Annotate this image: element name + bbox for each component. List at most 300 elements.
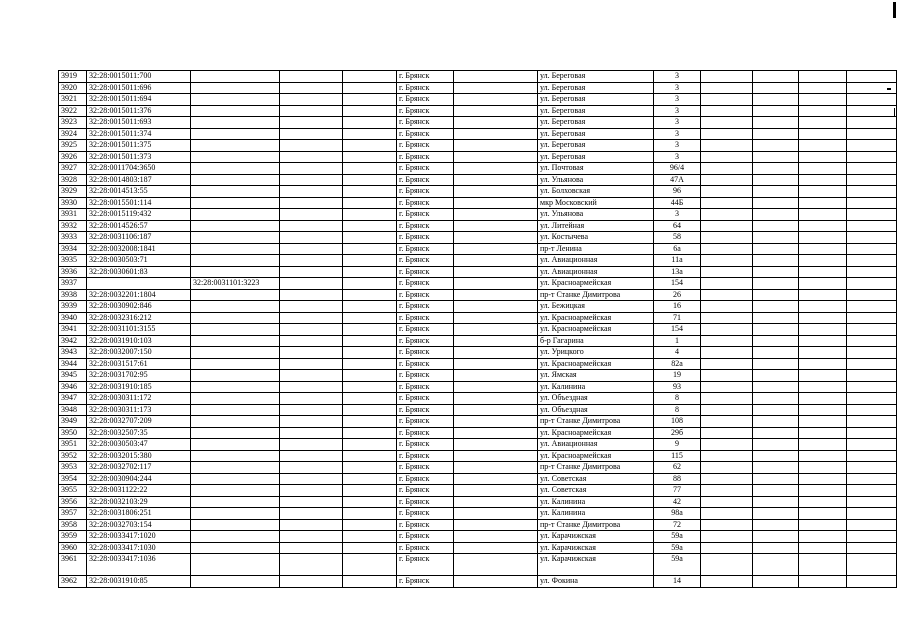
empty-cell: [343, 301, 397, 313]
empty-cell: [280, 324, 343, 336]
cadastral-number: 32:28:0030902:846: [87, 301, 191, 313]
street-cell: ул. Объездная: [538, 404, 654, 416]
empty-cell: [454, 335, 538, 347]
table-body: [59, 71, 897, 588]
street-cell: ул. Авиационная: [538, 439, 654, 451]
empty-cell: [454, 163, 538, 175]
house-number-cell: 93: [654, 381, 701, 393]
empty-cell: [280, 450, 343, 462]
house-number-cell: 64: [654, 220, 701, 232]
empty-cell: [343, 416, 397, 428]
empty-cell: [280, 151, 343, 163]
street-cell: ул. Красноармейская: [538, 358, 654, 370]
cadastral-number: [87, 278, 191, 290]
empty-cell: [753, 255, 799, 267]
empty-cell: [799, 542, 847, 554]
city-cell: г. Брянск: [397, 243, 454, 255]
empty-cell: [799, 427, 847, 439]
cadastral-number: 32:28:0014513:55: [87, 186, 191, 198]
empty-cell: [701, 531, 753, 543]
row-number: 3932: [59, 220, 87, 232]
empty-cell: [280, 197, 343, 209]
street-cell: ул. Береговая: [538, 82, 654, 94]
empty-cell: [701, 508, 753, 520]
empty-cell: [753, 301, 799, 313]
empty-cell: [343, 508, 397, 520]
house-number-cell: 59а: [654, 542, 701, 554]
empty-cell: [799, 174, 847, 186]
cadastral-number: 32:28:0032201:1804: [87, 289, 191, 301]
city-cell: г. Брянск: [397, 278, 454, 290]
empty-cell: [454, 404, 538, 416]
empty-cell: [753, 427, 799, 439]
empty-cell: [701, 576, 753, 588]
empty-cell: [343, 243, 397, 255]
empty-cell: [454, 519, 538, 531]
empty-cell: [701, 140, 753, 152]
street-cell: пр-т Станке Димитрова: [538, 416, 654, 428]
row-number: 3924: [59, 128, 87, 140]
house-number-cell: 82а: [654, 358, 701, 370]
cadastral-number: 32:28:0032702:117: [87, 462, 191, 474]
row-number: 3945: [59, 370, 87, 382]
cadastral-number: 32:28:0030601:83: [87, 266, 191, 278]
empty-cell: [343, 278, 397, 290]
empty-cell: [847, 151, 897, 163]
house-number-cell: 47А: [654, 174, 701, 186]
house-number-cell: 96/4: [654, 163, 701, 175]
empty-cell: [753, 462, 799, 474]
cadastral-number: 32:28:0032015:380: [87, 450, 191, 462]
empty-cell: [799, 82, 847, 94]
row-number: 3925: [59, 140, 87, 152]
empty-cell: [799, 117, 847, 129]
table-row: [59, 404, 897, 416]
street-cell: ул. Красноармейская: [538, 312, 654, 324]
row-number: 3922: [59, 105, 87, 117]
house-number-cell: 8: [654, 393, 701, 405]
row-number: 3919: [59, 71, 87, 83]
empty-cell: [343, 370, 397, 382]
empty-cell: [343, 128, 397, 140]
empty-cell: [799, 197, 847, 209]
empty-cell: [799, 393, 847, 405]
empty-cell: [753, 232, 799, 244]
empty-cell: [343, 531, 397, 543]
city-cell: г. Брянск: [397, 576, 454, 588]
empty-cell: [799, 347, 847, 359]
city-cell: г. Брянск: [397, 220, 454, 232]
row-number: 3961: [59, 554, 87, 576]
city-cell: г. Брянск: [397, 473, 454, 485]
cadastral-number: 32:28:0032707:209: [87, 416, 191, 428]
cadastral-number: 32:28:0033417:1036: [87, 554, 191, 576]
cadastral-number-alt: [191, 301, 280, 313]
row-number: 3953: [59, 462, 87, 474]
house-number-cell: 1: [654, 335, 701, 347]
empty-cell: [454, 128, 538, 140]
empty-cell: [701, 347, 753, 359]
empty-cell: [454, 232, 538, 244]
empty-cell: [799, 358, 847, 370]
empty-cell: [280, 393, 343, 405]
cadastral-number-alt: [191, 324, 280, 336]
house-number-cell: 3: [654, 71, 701, 83]
cadastral-number: 32:28:0015011:700: [87, 71, 191, 83]
cadastral-number-alt: [191, 232, 280, 244]
table-row: [59, 554, 897, 576]
street-cell: ул. Ямская: [538, 370, 654, 382]
empty-cell: [753, 393, 799, 405]
empty-cell: [701, 416, 753, 428]
empty-cell: [847, 335, 897, 347]
empty-cell: [454, 393, 538, 405]
empty-cell: [847, 94, 897, 106]
cadastral-number: 32:28:0015011:374: [87, 128, 191, 140]
cadastral-number-alt: [191, 335, 280, 347]
house-number-cell: 13а: [654, 266, 701, 278]
table-row: [59, 266, 897, 278]
empty-cell: [799, 450, 847, 462]
empty-cell: [280, 105, 343, 117]
cadastral-number: 32:28:0031122:22: [87, 485, 191, 497]
street-cell: пр-т Станке Димитрова: [538, 462, 654, 474]
cadastral-number: 32:28:0031101:3155: [87, 324, 191, 336]
table-row: [59, 427, 897, 439]
empty-cell: [799, 209, 847, 221]
empty-cell: [701, 404, 753, 416]
row-number: 3928: [59, 174, 87, 186]
cadastral-number-alt: [191, 117, 280, 129]
empty-cell: [454, 508, 538, 520]
cadastral-number-alt: [191, 485, 280, 497]
empty-cell: [343, 209, 397, 221]
empty-cell: [280, 209, 343, 221]
table-row: [59, 301, 897, 313]
table-row: [59, 393, 897, 405]
empty-cell: [799, 105, 847, 117]
street-cell: ул. Бежицкая: [538, 301, 654, 313]
cadastral-number-alt: [191, 140, 280, 152]
table-row: [59, 508, 897, 520]
empty-cell: [280, 82, 343, 94]
house-number-cell: 72: [654, 519, 701, 531]
row-number: 3938: [59, 289, 87, 301]
cadastral-number: 32:28:0032007:150: [87, 347, 191, 359]
empty-cell: [454, 462, 538, 474]
table-row: [59, 71, 897, 83]
table-row: [59, 450, 897, 462]
house-number-cell: 3: [654, 117, 701, 129]
empty-cell: [753, 197, 799, 209]
street-cell: ул. Калинина: [538, 496, 654, 508]
street-cell: ул. Литейная: [538, 220, 654, 232]
city-cell: г. Брянск: [397, 554, 454, 576]
empty-cell: [280, 312, 343, 324]
empty-cell: [343, 347, 397, 359]
empty-cell: [454, 576, 538, 588]
empty-cell: [343, 117, 397, 129]
empty-cell: [280, 117, 343, 129]
empty-cell: [799, 289, 847, 301]
row-number: 3926: [59, 151, 87, 163]
empty-cell: [847, 358, 897, 370]
empty-cell: [454, 347, 538, 359]
empty-cell: [847, 232, 897, 244]
city-cell: г. Брянск: [397, 462, 454, 474]
cadastral-number: 32:28:0015011:373: [87, 151, 191, 163]
margin-mark: [894, 108, 895, 116]
cadastral-number: 32:28:0030904:244: [87, 473, 191, 485]
table-row: [59, 439, 897, 451]
empty-cell: [799, 243, 847, 255]
cadastral-number: 32:28:0031910:103: [87, 335, 191, 347]
empty-cell: [454, 554, 538, 576]
empty-cell: [847, 278, 897, 290]
cadastral-number-alt: [191, 576, 280, 588]
row-number: 3940: [59, 312, 87, 324]
cadastral-number: 32:28:0015011:696: [87, 82, 191, 94]
empty-cell: [343, 105, 397, 117]
empty-cell: [343, 393, 397, 405]
table-row: [59, 174, 897, 186]
empty-cell: [753, 209, 799, 221]
empty-cell: [454, 71, 538, 83]
street-cell: пр-т Ленина: [538, 243, 654, 255]
cadastral-number: 32:28:0032703:154: [87, 519, 191, 531]
house-number-cell: 6а: [654, 243, 701, 255]
empty-cell: [799, 151, 847, 163]
house-number-cell: 115: [654, 450, 701, 462]
empty-cell: [454, 197, 538, 209]
empty-cell: [280, 381, 343, 393]
empty-cell: [753, 381, 799, 393]
table-row: [59, 186, 897, 198]
empty-cell: [343, 312, 397, 324]
empty-cell: [799, 519, 847, 531]
empty-cell: [847, 485, 897, 497]
empty-cell: [454, 473, 538, 485]
empty-cell: [847, 554, 897, 576]
table-row: [59, 289, 897, 301]
empty-cell: [847, 519, 897, 531]
empty-cell: [454, 117, 538, 129]
empty-cell: [847, 312, 897, 324]
table-row: [59, 243, 897, 255]
street-cell: ул. Красноармейская: [538, 450, 654, 462]
empty-cell: [847, 301, 897, 313]
city-cell: г. Брянск: [397, 531, 454, 543]
house-number-cell: 88: [654, 473, 701, 485]
empty-cell: [343, 324, 397, 336]
row-number: 3954: [59, 473, 87, 485]
house-number-cell: 98а: [654, 508, 701, 520]
empty-cell: [753, 416, 799, 428]
house-number-cell: 59а: [654, 531, 701, 543]
empty-cell: [701, 542, 753, 554]
house-number-cell: 3: [654, 94, 701, 106]
empty-cell: [753, 324, 799, 336]
empty-cell: [847, 209, 897, 221]
empty-cell: [701, 105, 753, 117]
empty-cell: [701, 324, 753, 336]
table-row: [59, 312, 897, 324]
row-number: 3939: [59, 301, 87, 313]
row-number: 3956: [59, 496, 87, 508]
empty-cell: [799, 335, 847, 347]
empty-cell: [799, 255, 847, 267]
empty-cell: [701, 174, 753, 186]
empty-cell: [701, 439, 753, 451]
cadastral-number-alt: [191, 266, 280, 278]
empty-cell: [753, 163, 799, 175]
city-cell: г. Брянск: [397, 105, 454, 117]
empty-cell: [753, 347, 799, 359]
empty-cell: [454, 266, 538, 278]
cadastral-number: 32:28:0015011:693: [87, 117, 191, 129]
row-number: 3946: [59, 381, 87, 393]
empty-cell: [753, 94, 799, 106]
city-cell: г. Брянск: [397, 450, 454, 462]
empty-cell: [280, 473, 343, 485]
empty-cell: [847, 370, 897, 382]
row-number: 3933: [59, 232, 87, 244]
row-number: 3927: [59, 163, 87, 175]
empty-cell: [280, 358, 343, 370]
empty-cell: [701, 519, 753, 531]
empty-cell: [454, 370, 538, 382]
empty-cell: [753, 508, 799, 520]
empty-cell: [847, 266, 897, 278]
cadastral-number-alt: [191, 174, 280, 186]
empty-cell: [343, 140, 397, 152]
table-row: [59, 128, 897, 140]
empty-cell: [753, 496, 799, 508]
cadastral-number: 32:28:0015501:114: [87, 197, 191, 209]
street-cell: ул. Ульянова: [538, 174, 654, 186]
empty-cell: [343, 82, 397, 94]
cadastral-number-alt: [191, 473, 280, 485]
empty-cell: [701, 450, 753, 462]
city-cell: г. Брянск: [397, 140, 454, 152]
house-number-cell: 8: [654, 404, 701, 416]
street-cell: ул. Береговая: [538, 151, 654, 163]
empty-cell: [701, 117, 753, 129]
row-number: 3930: [59, 197, 87, 209]
empty-cell: [701, 220, 753, 232]
street-cell: ул. Костычева: [538, 232, 654, 244]
cadastral-number-alt: [191, 312, 280, 324]
empty-cell: [847, 473, 897, 485]
street-cell: ул. Авиационная: [538, 255, 654, 267]
empty-cell: [847, 186, 897, 198]
empty-cell: [847, 220, 897, 232]
empty-cell: [753, 174, 799, 186]
empty-cell: [280, 462, 343, 474]
cadastral-number: 32:28:0030311:173: [87, 404, 191, 416]
city-cell: г. Брянск: [397, 496, 454, 508]
empty-cell: [280, 439, 343, 451]
city-cell: г. Брянск: [397, 255, 454, 267]
empty-cell: [280, 128, 343, 140]
cadastral-number-alt: [191, 416, 280, 428]
cadastral-number-alt: 32:28:0031101:3223: [191, 278, 280, 290]
table-row: [59, 209, 897, 221]
empty-cell: [280, 416, 343, 428]
empty-cell: [701, 197, 753, 209]
street-cell: ул. Карачижская: [538, 531, 654, 543]
empty-cell: [454, 439, 538, 451]
street-cell: ул. Береговая: [538, 117, 654, 129]
cadastral-number-alt: [191, 71, 280, 83]
empty-cell: [847, 347, 897, 359]
empty-cell: [847, 174, 897, 186]
empty-cell: [280, 71, 343, 83]
house-number-cell: 62: [654, 462, 701, 474]
empty-cell: [343, 151, 397, 163]
row-number: 3931: [59, 209, 87, 221]
empty-cell: [454, 427, 538, 439]
registry-table: [58, 70, 897, 588]
table-row: [59, 496, 897, 508]
street-cell: ул. Урицкого: [538, 347, 654, 359]
empty-cell: [799, 485, 847, 497]
empty-cell: [343, 220, 397, 232]
table-row: [59, 519, 897, 531]
house-number-cell: 4: [654, 347, 701, 359]
cadastral-number-alt: [191, 197, 280, 209]
cadastral-number: 32:28:0031702:95: [87, 370, 191, 382]
street-cell: мкр Московский: [538, 197, 654, 209]
street-cell: ул. Калинина: [538, 381, 654, 393]
cadastral-number: 32:28:0015119:432: [87, 209, 191, 221]
row-number: 3943: [59, 347, 87, 359]
empty-cell: [454, 358, 538, 370]
street-cell: ул. Болховская: [538, 186, 654, 198]
empty-cell: [753, 519, 799, 531]
empty-cell: [799, 496, 847, 508]
empty-cell: [701, 370, 753, 382]
row-number: 3958: [59, 519, 87, 531]
empty-cell: [280, 255, 343, 267]
empty-cell: [799, 576, 847, 588]
house-number-cell: 29б: [654, 427, 701, 439]
cadastral-number-alt: [191, 151, 280, 163]
empty-cell: [454, 496, 538, 508]
cadastral-number-alt: [191, 439, 280, 451]
empty-cell: [280, 576, 343, 588]
street-cell: ул. Ульянова: [538, 209, 654, 221]
empty-cell: [280, 427, 343, 439]
city-cell: г. Брянск: [397, 542, 454, 554]
cadastral-number: 32:28:0032008:1841: [87, 243, 191, 255]
house-number-cell: 16: [654, 301, 701, 313]
empty-cell: [280, 289, 343, 301]
cadastral-number-alt: [191, 462, 280, 474]
empty-cell: [753, 312, 799, 324]
empty-cell: [343, 473, 397, 485]
cadastral-number-alt: [191, 531, 280, 543]
cadastral-number-alt: [191, 186, 280, 198]
city-cell: г. Брянск: [397, 232, 454, 244]
city-cell: г. Брянск: [397, 485, 454, 497]
city-cell: г. Брянск: [397, 289, 454, 301]
cadastral-number-alt: [191, 450, 280, 462]
empty-cell: [454, 255, 538, 267]
table-row: [59, 576, 897, 588]
house-number-cell: 108: [654, 416, 701, 428]
cadastral-number-alt: [191, 370, 280, 382]
